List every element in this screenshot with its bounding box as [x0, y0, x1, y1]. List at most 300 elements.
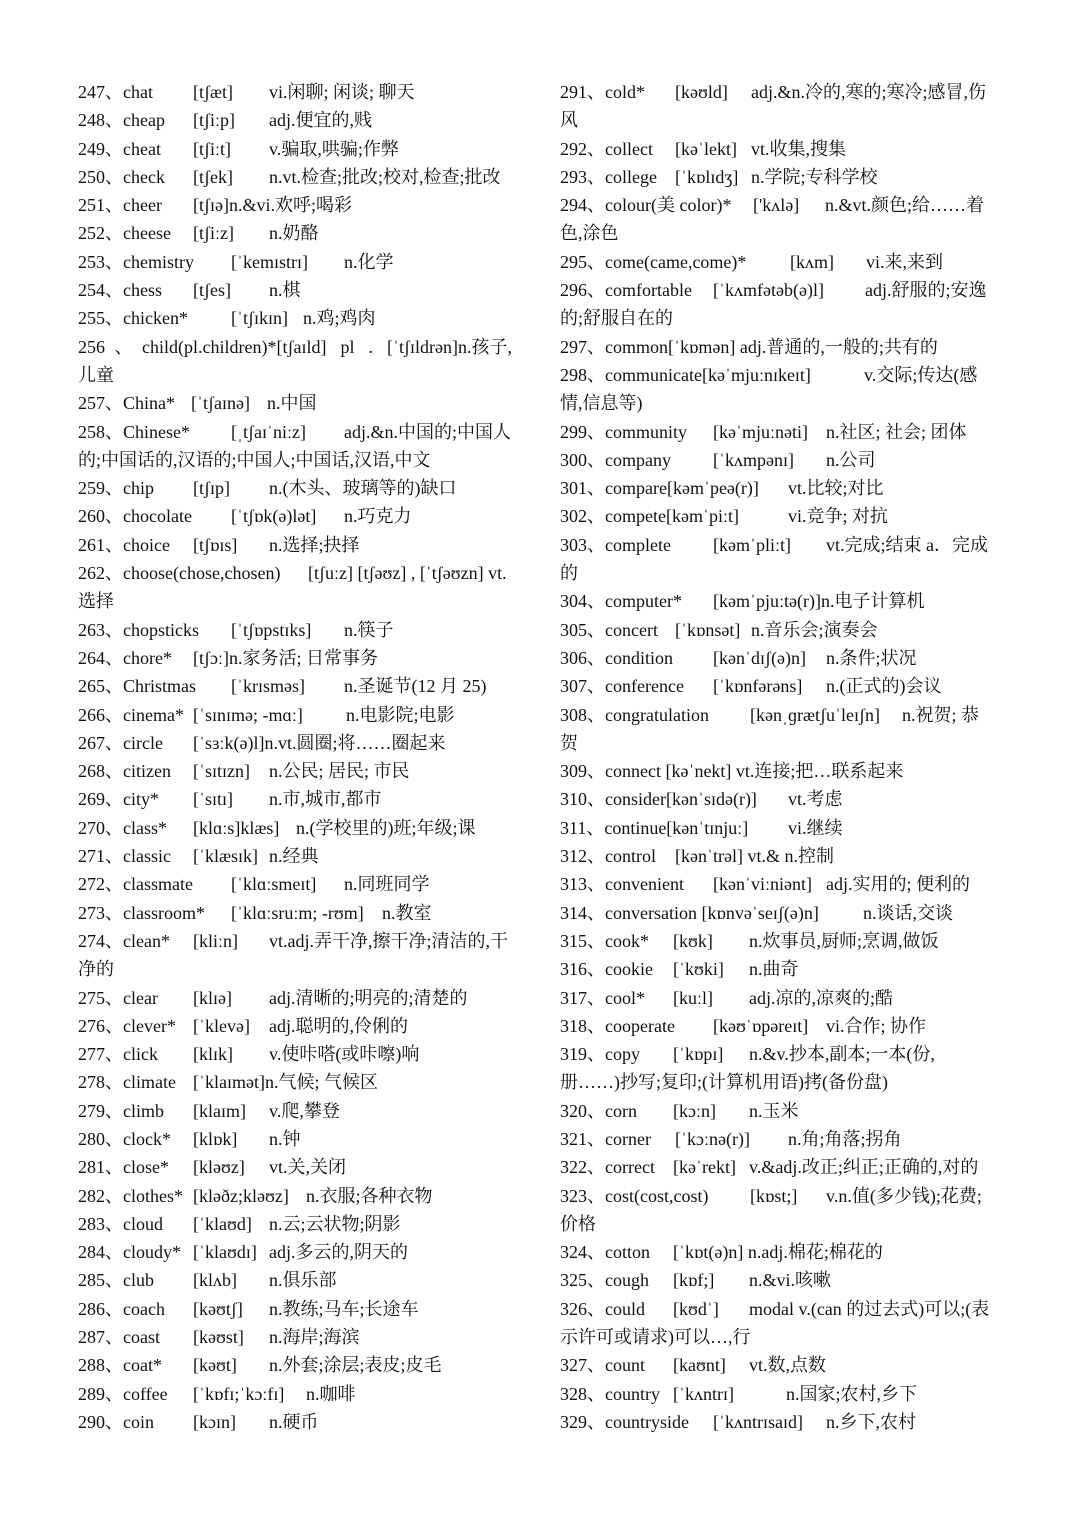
word: 275、clear [78, 987, 158, 1008]
word: 261、choice [78, 534, 170, 555]
definition: adj.清晰的;明亮的;清楚的 [269, 987, 468, 1008]
word: 303、complete [560, 534, 671, 555]
word: 257、China* [78, 393, 175, 414]
word: 279、climb [78, 1100, 164, 1121]
word: 297、common[ˈkɒmən] adj.普通的,一般的;共有的 [560, 336, 938, 357]
continuation: 选择 [78, 591, 114, 612]
vocab-line [560, 1068, 1005, 1096]
vocab-line [78, 814, 526, 842]
definition: vi.竞争; 对抗 [788, 506, 889, 527]
phonetic: [ˈkemɪstrɪ] [231, 251, 308, 272]
vocab-line [560, 106, 1005, 134]
definition: n.教练;马车;长途车 [269, 1298, 419, 1319]
vocab-line [78, 984, 526, 1012]
word: 260、chocolate [78, 506, 192, 527]
definition: adj.多云的,阴天的 [269, 1242, 408, 1263]
word: 307、conference [560, 676, 684, 697]
vocab-line [78, 672, 526, 700]
phonetic: [kaʊnt] [673, 1355, 726, 1376]
word: 249、cheat [78, 138, 161, 159]
phonetic: [kəʊst] [193, 1327, 244, 1348]
phonetic: [klʌb] [193, 1270, 237, 1291]
vocab-line [78, 1040, 526, 1068]
definition: vt.完成;结束 a．完成 [826, 534, 988, 555]
word: 309、connect [kəˈnekt] vt.连接;把…联系起来 [560, 761, 904, 782]
definition: n.角;角落;拐角 [788, 1128, 902, 1149]
vocab-line [560, 304, 1005, 332]
vocab-line [560, 729, 1005, 757]
phonetic: [kəʊtʃ] [193, 1298, 243, 1319]
vocab-line [560, 644, 1005, 672]
definition: n.(正式的)会议 [826, 676, 942, 697]
continuation: 册……)抄写;复印;(计算机用语)拷(备份盘) [560, 1072, 888, 1093]
vocab-line [78, 418, 526, 446]
phonetic: [tʃiːp] [193, 110, 235, 131]
vocab-line [78, 361, 526, 389]
definition: n.经典 [269, 846, 319, 867]
vocab-line [560, 1295, 1005, 1323]
phonetic: [tʃɔː]n.家务活; 日常事务 [193, 647, 378, 668]
word: 319、copy [560, 1044, 640, 1065]
phonetic: [ˈsɪtɪzn] [193, 761, 250, 782]
vocab-line [560, 927, 1005, 955]
vocab-line [78, 1295, 526, 1323]
continuation: 示许可或请求)可以…,行 [560, 1327, 751, 1348]
word: 288、coat* [78, 1355, 162, 1376]
definition: n.炊事员,厨师;烹调,做饭 [749, 930, 939, 951]
word: 286、coach [78, 1298, 165, 1319]
phonetic: [ˈkʌntrɪ] [673, 1383, 734, 1404]
word: 308、congratulation [560, 704, 709, 725]
vocab-line [560, 361, 1005, 389]
vocab-line [560, 616, 1005, 644]
continuation: 贺 [560, 732, 578, 753]
phonetic: [tʃuːz] [tʃəʊz] , [ˈtʃəʊzn] vt. [308, 563, 507, 584]
word: 315、cook* [560, 930, 649, 951]
word: 321、corner [560, 1128, 651, 1149]
vocab-line [78, 248, 526, 276]
phonetic: [kəˈrekt] [673, 1157, 736, 1178]
word: 264、chore* [78, 647, 172, 668]
vocab-line [78, 1125, 526, 1153]
vocab-line [560, 814, 1005, 842]
word: 281、close* [78, 1157, 169, 1178]
definition: adj.聪明的,伶俐的 [269, 1015, 408, 1036]
word: 301、compare[kəmˈpeə(r)] [560, 478, 759, 499]
phonetic: [kəʊt] [193, 1355, 237, 1376]
phonetic: [ˈkʌntrɪsaɪd] [713, 1411, 803, 1432]
vocab-line [78, 1153, 526, 1181]
definition: n.咖啡 [306, 1383, 356, 1404]
phonetic: [ˈsɪnɪmə; -mɑː] [193, 704, 303, 725]
vocab-line [78, 1351, 526, 1379]
word: 306、condition [560, 647, 673, 668]
phonetic: [ˈkɒlɪdʒ] [675, 166, 739, 187]
word: 285、club [78, 1270, 154, 1291]
vocab-line [560, 333, 1005, 361]
definition: v.&adj.改正;纠正;正确的,对的 [749, 1157, 979, 1178]
definition: n.棋 [269, 280, 301, 301]
vocab-line [78, 616, 526, 644]
phonetic: [ˈkɒpɪ] [673, 1044, 724, 1065]
word: 323、cost(cost,cost) [560, 1185, 709, 1206]
vocab-line [560, 163, 1005, 191]
definition: vt.数,点数 [749, 1355, 827, 1376]
definition: n.筷子 [344, 619, 394, 640]
vocab-line [560, 1012, 1005, 1040]
phonetic: [kʊdˈ] [673, 1298, 719, 1319]
vocab-line [78, 870, 526, 898]
phonetic: [kliːn] [193, 930, 238, 951]
definition: vi.来,来到 [866, 251, 944, 272]
vocab-line [78, 1068, 526, 1096]
vocab-line [78, 333, 526, 361]
vocab-line [78, 785, 526, 813]
phonetic: [tʃɒɪs] [193, 534, 238, 555]
word: 302、compete[kəmˈpiːt] [560, 506, 739, 527]
word: 248、cheap [78, 110, 165, 131]
vocab-line [78, 729, 526, 757]
vocab-line [560, 1266, 1005, 1294]
definition: v.爬,攀登 [269, 1100, 340, 1121]
definition: vi.继续 [788, 817, 843, 838]
definition: adj.舒服的;安逸 [865, 280, 987, 301]
definition: n.条件;状况 [826, 647, 917, 668]
word: 300、company [560, 449, 671, 470]
word: 310、consider[kənˈsɪdə(r)] [560, 789, 757, 810]
phonetic: [tʃes] [193, 280, 231, 301]
vocab-line [78, 1266, 526, 1294]
vocab-line [560, 587, 1005, 615]
word: 287、coast [78, 1327, 160, 1348]
vocab-line [78, 1408, 526, 1436]
phonetic: [ˈklaɪmət]n.气候; 气候区 [193, 1072, 378, 1093]
vocab-line [560, 1210, 1005, 1238]
definition: v.交际;传达(感 [864, 364, 978, 385]
word: 256、child(pl.children)*[tʃaɪld] pl . [ˈtʃɪldrən] [78, 336, 458, 357]
phonetic: [klɪə] [193, 987, 232, 1008]
phonetic: [klaɪm] [193, 1100, 246, 1121]
vocab-line [560, 984, 1005, 1012]
phonetic: [kɒf;] [673, 1270, 715, 1291]
continuation: 色,涂色 [560, 223, 619, 244]
phonetic: [ˈsɪtɪ] [193, 789, 233, 810]
definition: n.国家;农村,乡下 [786, 1383, 918, 1404]
definition: n.(学校里的)班;年级;课 [296, 817, 476, 838]
phonetic: [ˈklevə] [193, 1015, 250, 1036]
phonetic: [tʃek] [193, 166, 233, 187]
definition: n.学院;专科学校 [751, 166, 878, 187]
phonetic: [ˈtʃɪkɪn] [231, 308, 288, 329]
vocabulary-column-left [78, 78, 526, 1436]
word: 276、clever* [78, 1015, 176, 1036]
definition: n.孩子, [458, 336, 512, 357]
vocab-line [560, 1097, 1005, 1125]
phonetic: [kəʊˈɒpəreɪt] [713, 1015, 809, 1036]
word: 252、cheese [78, 223, 171, 244]
word: 324、cotton [560, 1242, 650, 1263]
word: 266、cinema* [78, 704, 184, 725]
phonetic: [kəʊld] [675, 82, 728, 102]
phonetic: [kɒst;] [750, 1185, 798, 1206]
vocab-line [560, 1380, 1005, 1408]
definition: n.硬币 [269, 1411, 319, 1432]
vocab-line [78, 304, 526, 332]
definition: vi.合作; 协作 [826, 1015, 927, 1036]
phonetic: [kənˈviːniənt] [713, 874, 812, 895]
word: 263、chopsticks [78, 619, 199, 640]
definition: n.选择;抉择 [269, 534, 360, 555]
word: 314、conversation [kɒnvəˈseɪʃ(ə)n] [560, 902, 819, 923]
vocab-line [560, 219, 1005, 247]
vocab-line [560, 446, 1005, 474]
phonetic: [ˈklæsɪk] [193, 846, 258, 867]
definition: n.电影院;电影 [346, 704, 455, 725]
vocab-line [560, 785, 1005, 813]
phonetic: [kʌm] [790, 251, 834, 272]
vocab-line [78, 1380, 526, 1408]
vocab-line [560, 389, 1005, 417]
vocab-line [560, 248, 1005, 276]
phonetic: [ˈklaʊdɪ] [193, 1242, 257, 1263]
vocab-line [560, 559, 1005, 587]
phonetic: [ˈkʊki] [673, 959, 724, 980]
word: 318、cooperate [560, 1015, 675, 1036]
vocab-line [560, 276, 1005, 304]
definition: vt.收集,搜集 [751, 138, 847, 159]
definition: n.云;云状物;阴影 [269, 1213, 401, 1234]
vocab-line [560, 418, 1005, 446]
definition: adj.凉的,凉爽的;酷 [749, 987, 893, 1008]
definition: vt.比较;对比 [788, 478, 884, 499]
vocab-line [78, 163, 526, 191]
phonetic: [ˈtʃɒk(ə)lət] [231, 506, 317, 527]
vocab-line [78, 276, 526, 304]
word: 255、chicken* [78, 308, 188, 329]
definition: n.vt.检查;批改;校对,检查;批改 [269, 166, 501, 187]
continuation: 情,信息等) [560, 393, 643, 414]
phonetic: [kɔːn] [673, 1100, 716, 1121]
vocab-line [78, 135, 526, 163]
definition: n.钟 [269, 1128, 301, 1149]
phonetic: [ˈkɒfɪ;ˈkɔːfɪ] [193, 1383, 285, 1404]
definition: n.同班同学 [344, 874, 430, 895]
definition: n.海岸;海滨 [269, 1327, 360, 1348]
word: 284、cloudy* [78, 1242, 181, 1263]
definition: n.奶酪 [269, 223, 319, 244]
vocab-line [560, 842, 1005, 870]
word: 327、count [560, 1355, 645, 1376]
word: 316、cookie [560, 959, 653, 980]
phonetic: [kləʊz] [193, 1157, 245, 1178]
vocab-line [560, 1351, 1005, 1379]
phonetic: [kləðz;kləʊz] [193, 1185, 289, 1206]
definition: n.祝贺; 恭 [902, 704, 980, 725]
vocab-line [78, 78, 526, 106]
vocab-line [560, 899, 1005, 927]
vocab-line [78, 757, 526, 785]
definition: n.市,城市,都市 [269, 789, 382, 810]
definition: adj.&n.冷的,寒的;寒冷;感冒,伤 [751, 82, 986, 102]
vocab-line [560, 701, 1005, 729]
phonetic: [kəmˈpliːt] [713, 534, 791, 555]
word: 265、Christmas [78, 676, 197, 697]
word: 268、citizen [78, 761, 171, 782]
word: 278、climate [78, 1072, 176, 1093]
word: 329、countryside [560, 1411, 689, 1432]
phonetic: [ˈkɒnsət] [675, 619, 741, 640]
vocab-line [78, 219, 526, 247]
word: 280、clock* [78, 1128, 171, 1149]
vocab-line [78, 587, 526, 615]
vocab-line [560, 955, 1005, 983]
vocab-line [78, 1182, 526, 1210]
vocab-line [560, 191, 1005, 219]
vocab-line [78, 644, 526, 672]
vocab-line [560, 531, 1005, 559]
vocab-line [78, 1012, 526, 1040]
definition: n.&v.抄本,副本;一本(份, [749, 1044, 935, 1065]
word: 304、computer* [560, 591, 682, 612]
definition: n.教室 [382, 902, 432, 923]
continuation: 的 [560, 563, 578, 584]
word: 274、clean* [78, 930, 170, 951]
definition: adj.&n.中国的;中国人 [344, 421, 511, 442]
definition: n.中国 [267, 393, 317, 414]
vocab-line [78, 1323, 526, 1351]
vocab-line [560, 1125, 1005, 1153]
vocab-line [78, 559, 526, 587]
phonetic: [ˈklaʊd] [193, 1213, 252, 1234]
phonetic: [kənˌɡrætʃuˈleɪʃn] [750, 704, 880, 725]
continuation: 的;中国话的,汉语的;中国人;中国话,汉语,中文 [78, 449, 431, 470]
word: 298、communicate[kəˈmjuːnɪkeɪt] [560, 364, 811, 385]
word: 273、classroom* [78, 902, 205, 923]
phonetic: [ˈsɜːk(ə)l]n.vt.圆圈;将……圈起来 [193, 732, 446, 753]
vocab-line [78, 899, 526, 927]
definition: vi.闲聊; 闲谈; 聊天 [269, 82, 415, 102]
continuation: 价格 [560, 1213, 596, 1234]
word: 326、could [560, 1298, 645, 1319]
word: 296、comfortable [560, 280, 692, 301]
definition: n.鸡;鸡肉 [303, 308, 376, 329]
vocab-line [78, 531, 526, 559]
word: 267、circle [78, 732, 163, 753]
word: 272、classmate [78, 874, 193, 895]
definition: n.社区; 社会; 团体 [826, 421, 967, 442]
word: 291、cold* [560, 82, 645, 102]
phonetic: [ˌtʃaɪˈniːz] [231, 421, 306, 442]
definition: n.玉米 [749, 1100, 799, 1121]
word: 270、class* [78, 817, 167, 838]
vocab-line [78, 1210, 526, 1238]
word: 258、Chinese* [78, 421, 190, 442]
phonetic: [tʃiːt] [193, 138, 231, 159]
word: 294、colour(美 color)* [560, 195, 732, 216]
vocab-line [560, 135, 1005, 163]
phonetic: [kʊk] [673, 930, 713, 951]
phonetic: [tʃæt] [193, 82, 233, 102]
phonetic: [ˈklɑːsmeɪt] [231, 874, 317, 895]
phonetic: [ˈkɒt(ə)n] n.adj.棉花;棉花的 [673, 1242, 883, 1263]
vocab-line [78, 502, 526, 530]
phonetic: [ˈkɒnfərəns] [713, 676, 803, 697]
vocab-line [560, 870, 1005, 898]
vocab-line [78, 1238, 526, 1266]
vocab-line [78, 474, 526, 502]
vocab-line [560, 1408, 1005, 1436]
phonetic: [klɪk] [193, 1044, 233, 1065]
vocab-line [560, 1323, 1005, 1351]
phonetic: [tʃɪə]n.&vi.欢呼;喝彩 [193, 195, 352, 216]
vocab-line [560, 78, 1005, 106]
definition: n.化学 [344, 251, 394, 272]
vocab-line [78, 927, 526, 955]
phonetic: [ˈklɑːsruːm; -rʊm] [231, 902, 364, 923]
vocab-line [78, 191, 526, 219]
word: 317、cool* [560, 987, 645, 1008]
phonetic: [ˈkʌmpənɪ] [713, 449, 794, 470]
word: 254、chess [78, 280, 162, 301]
word: 259、chip [78, 478, 154, 499]
vocab-line [560, 672, 1005, 700]
word: 311、continue[kənˈtɪnjuː] [560, 817, 749, 838]
word: 253、chemistry [78, 251, 194, 272]
definition: v.使咔嗒(或咔嚓)响 [269, 1044, 420, 1065]
word: 292、collect [560, 138, 653, 159]
continuation: 风 [560, 110, 578, 131]
definition: n.&vi.咳嗽 [749, 1270, 832, 1291]
phonetic: [kəˈlekt] [675, 138, 737, 159]
phonetic: [kuːl] [673, 987, 713, 1008]
definition: vt.adj.弄干净,擦干净;清洁的,干 [269, 930, 508, 951]
definition: n.(木头、玻璃等的)缺口 [269, 478, 457, 499]
vocab-line [560, 757, 1005, 785]
definition: n.乡下,农村 [826, 1411, 916, 1432]
word: 325、cough [560, 1270, 649, 1291]
definition: n.巧克力 [344, 506, 412, 527]
definition: n.衣服;各种衣物 [306, 1185, 433, 1206]
phonetic: [ˈkʌmfətəb(ə)l] [713, 280, 824, 301]
vocab-line [560, 1040, 1005, 1068]
definition: n.俱乐部 [269, 1270, 337, 1291]
phonetic: [ˈtʃaɪnə] [191, 393, 250, 414]
definition: n.谈话,交谈 [863, 902, 953, 923]
vocab-line [560, 474, 1005, 502]
word: 328、country [560, 1383, 660, 1404]
phonetic: [kənˈdɪʃ(ə)n] [713, 647, 806, 668]
word: 283、cloud [78, 1213, 163, 1234]
word: 313、convenient [560, 874, 684, 895]
definition: n.曲奇 [749, 959, 799, 980]
vocab-line [78, 701, 526, 729]
phonetic: [kənˈtrəl] vt.& n.控制 [675, 846, 834, 867]
vocab-line [78, 955, 526, 983]
vocab-line [560, 502, 1005, 530]
definition: n.音乐会;演奏会 [751, 619, 878, 640]
vocab-line [560, 1182, 1005, 1210]
vocab-line [78, 842, 526, 870]
word: 262、choose(chose,chosen) [78, 563, 281, 584]
phonetic: [kəmˈpjuːtə(r)]n.电子计算机 [713, 591, 925, 612]
continuation: 的;舒服自在的 [560, 308, 674, 329]
word: 299、community [560, 421, 687, 442]
vocab-line [78, 1097, 526, 1125]
definition: n.圣诞节(12 月 25) [344, 676, 487, 697]
word: 289、coffee [78, 1383, 168, 1404]
definition: modal v.(can 的过去式)可以;(表 [749, 1298, 990, 1319]
definition: n.公民; 居民; 市民 [269, 761, 410, 782]
